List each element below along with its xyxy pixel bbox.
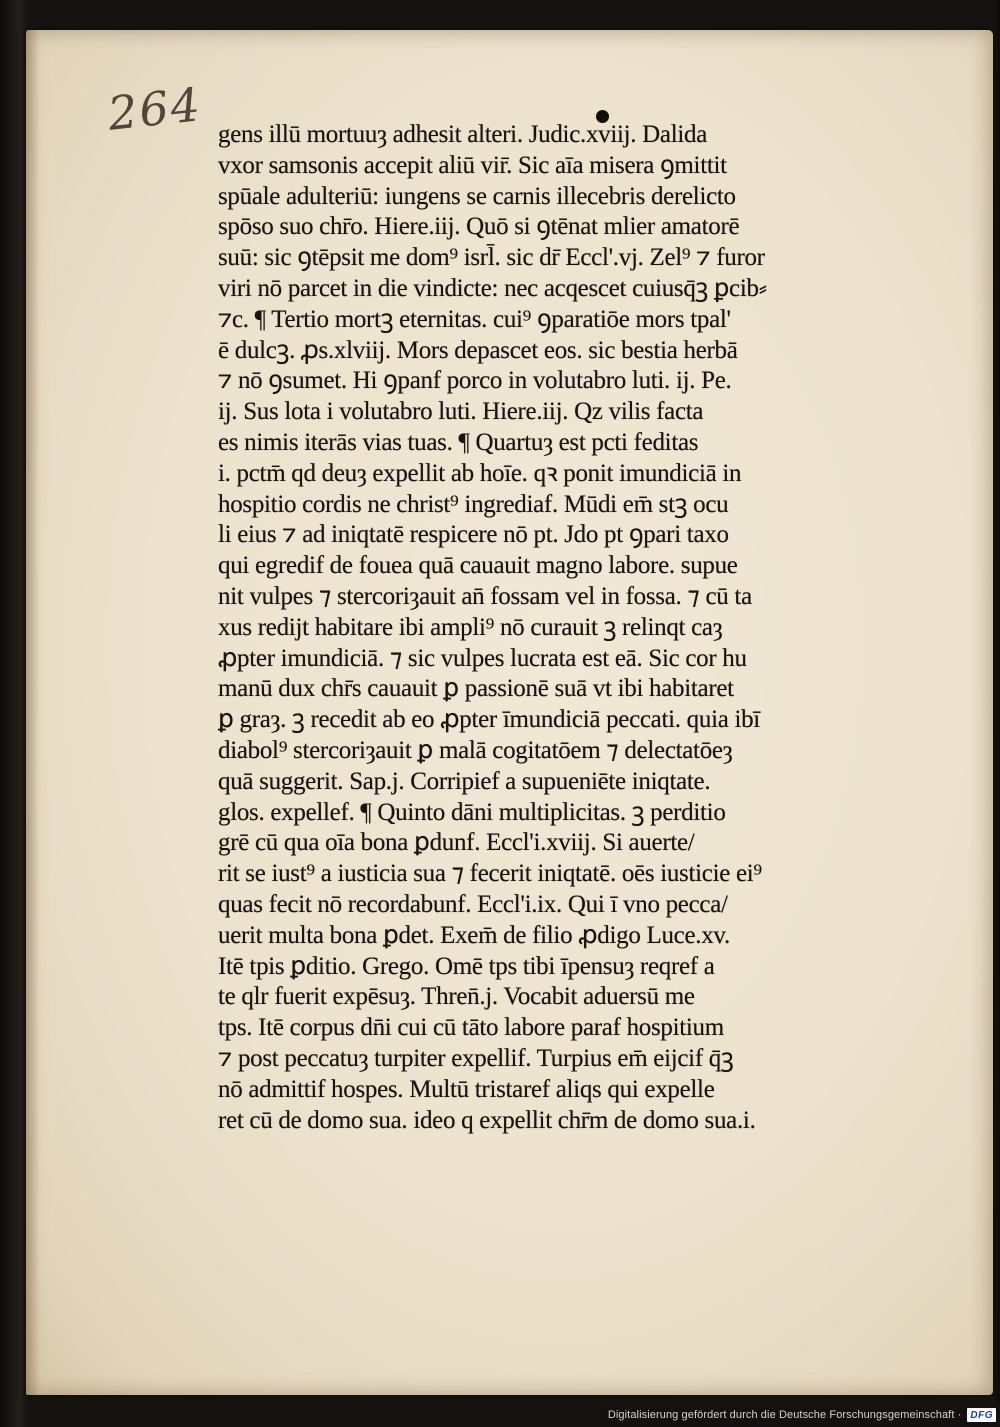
text-line: nō admittif hospes. Multū tristaref aliqs qui expelle	[218, 1075, 715, 1103]
text-line: glos. expellef. ¶ Quinto dāni multiplicitas. ꝫ perditio	[218, 798, 726, 826]
text-line: uerit multa bona ꝑdet. Exem̄ de filio ꝓdigo Luce.xv.	[218, 921, 730, 949]
text-line: suū: sic ꝯtēpsit me dom⁹ isrl̄. sic dr̄ Eccl'.vj. Zel⁹ ⁊ furor	[218, 244, 765, 272]
text-line: ⁊ post peccatuȝ turpiter expellif. Turpius em̄ eijcif q̄ꝫ	[218, 1044, 734, 1072]
text-line: gens illū mortuuȝ adhesit alteri. Judic.xviij. Dalida	[218, 121, 708, 148]
text-line: rit se iust⁹ a iusticia sua ⁊ fecerit iniqtatē. oēs iusticie ei⁹	[218, 860, 762, 888]
text-line: ē dulcꝫ. ꝓs.xlviij. Mors depascet eos. sic bestia herbā	[218, 336, 738, 364]
text-line: viri nō parcet in die vindicte: nec acqescet cuiusq̄ꝫ ꝑcib⸗	[218, 274, 767, 302]
text-line: ⁊ nō ꝯsumet. Hi ꝯpanf porco in volutabro luti. ij. Pe.	[218, 367, 732, 395]
text-line: tps. Itē corpus dn̄i cui cū tāto labore paraf hospitium	[218, 1014, 724, 1042]
book-page	[26, 30, 993, 1395]
text-block	[218, 120, 908, 1136]
digitization-credit	[600, 1403, 1000, 1427]
text-line: nit vulpes ⁊ stercoriȝauit an̄ fossam vel in fossa. ⁊ cū ta	[218, 582, 752, 610]
text-line: ij. Sus lota i volutabro luti. Hiere.iij. Qz vilis facta	[218, 398, 704, 426]
text-line: spōso suo chr̄o. Hiere.iij. Quō si ꝯtēnat mlier amatorē	[218, 213, 740, 241]
dfg-logo: DFG	[967, 1408, 996, 1422]
text-line: li eius ⁊ ad iniqtatē respicere nō pt. Jdo pt ꝯpari taxo	[218, 521, 729, 549]
text-line: qui egredif de fouea quā cauauit magno labore. supue	[218, 552, 738, 580]
text-line: xus redijt habitare ibi ampli⁹ nō curauit ꝫ relinqt caȝ	[218, 613, 723, 641]
text-line: ꝓpter imundiciā. ⁊ sic vulpes lucrata est eā. Sic cor hu	[218, 644, 747, 672]
text-line: quā suggerit. Sap.j. Corripief a supueniēte iniqtate.	[218, 767, 711, 795]
text-line: quas fecit nō recordabunf. Eccl'i.ix. Qui ī vno pecca/	[218, 890, 728, 918]
text-line: ꝑ graȝ. ꝫ recedit ab eo ꝓpter īmundiciā peccati. quia ibī	[218, 706, 760, 734]
text-line: grē cū qua oīa bona ꝑdunf. Eccl'i.xviij. Si auerte/	[218, 829, 695, 857]
text-line: Itē tpis ꝑditio. Grego. Omē tps tibi īpensuȝ reqref a	[218, 952, 715, 980]
text-line: manū dux chr̄s cauauit ꝑ passionē suā vt ibi habitaret	[218, 675, 734, 703]
text-line: es nimis iterās vias tuas. ¶ Quartuȝ est pcti feditas	[218, 428, 699, 456]
text-line: vxor samsonis accepit aliū vir̄. Sic aīa misera ꝯmittit	[218, 151, 727, 179]
text-line: te qlr fuerit expēsuȝ. Thren̄.j. Vocabit aduersū me	[218, 983, 695, 1011]
text-line: diabol⁹ stercoriȝauit ꝑ malā cogitatōem ⁊ delectatōeȝ	[218, 736, 733, 764]
folio-number: 264	[105, 77, 205, 141]
text-line: ret cū de domo sua. ideo q expellit chr̄m de domo sua.i.	[218, 1106, 756, 1134]
text-line: spūale adulteriū: iungens se carnis illecebris derelicto	[218, 182, 736, 210]
text-line: hospitio cordis ne christ⁹ ingrediaf. Mūdi em̄ stꝫ ocu	[218, 490, 729, 518]
text-line: i. pctm̄ qd deuȝ expellit ab hoīe. qꝛ ponit imundiciā in	[218, 459, 742, 487]
text-line: ⁊c. ¶ Tertio mortꝫ eternitas. cui⁹ ꝯparatiōe mors tpal'	[218, 305, 731, 333]
credit-text: Digitalisierung gefördert durch die Deutsche Forschungsgemeinschaft ·	[607, 1409, 962, 1421]
